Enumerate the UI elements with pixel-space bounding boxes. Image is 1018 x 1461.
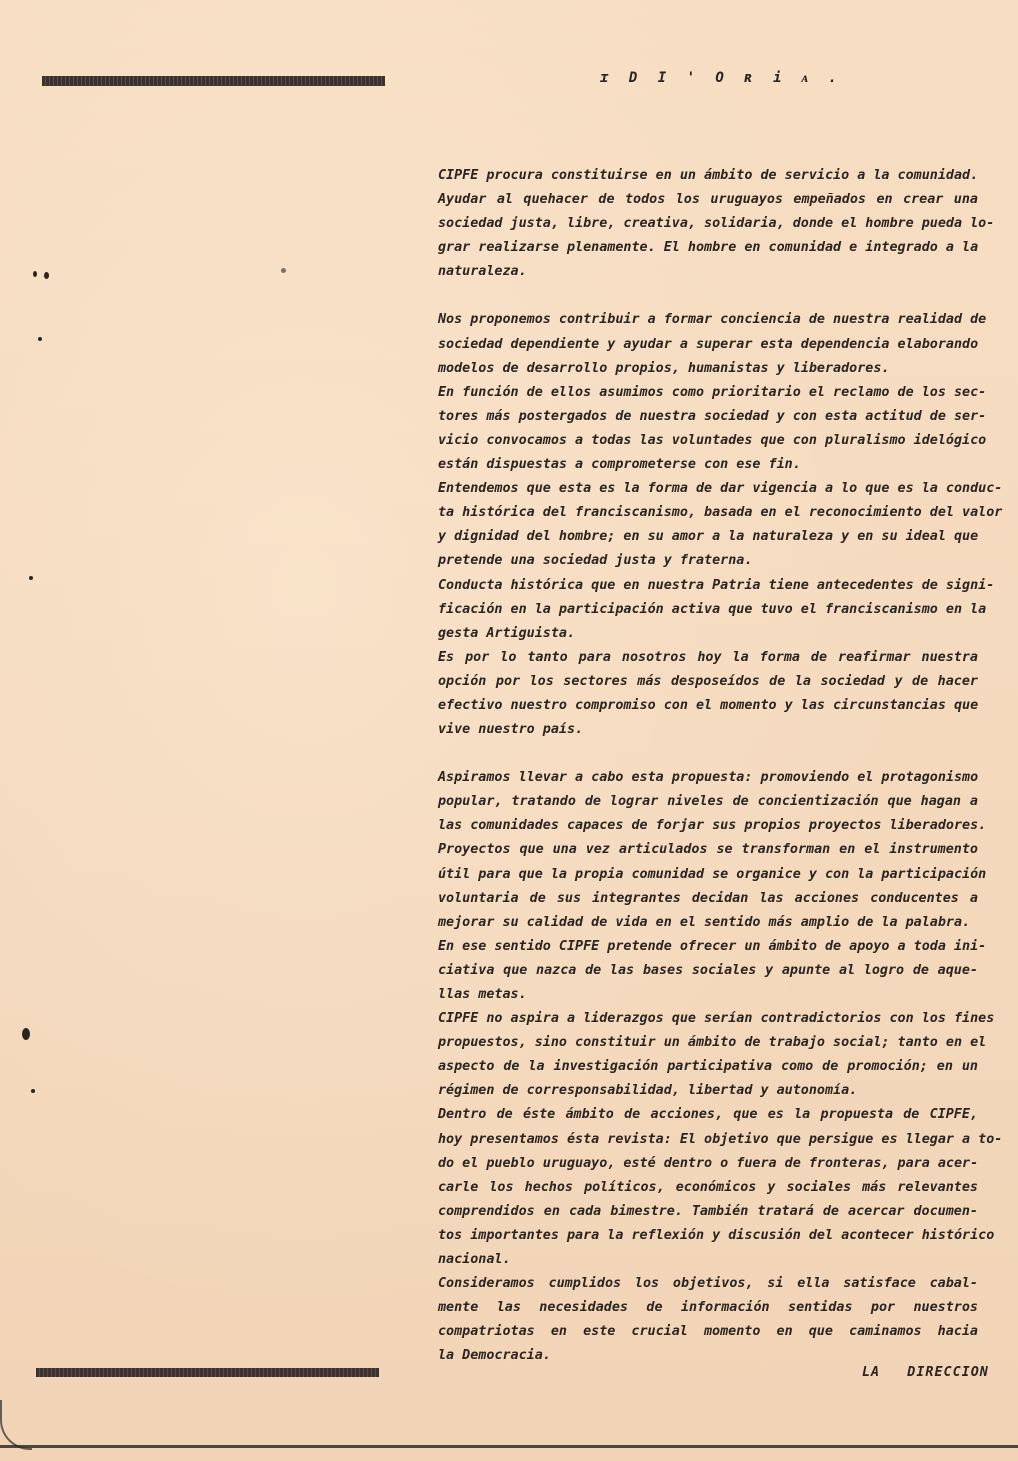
- text-line: CIPFE no aspira a liderazgos que serían contradictorios con los fines: [438, 1011, 995, 1027]
- paragraph: [438, 381, 987, 477]
- text-line: Aspiramos llevar a cabo esta propuesta: promoviendo el protagonismo: [438, 770, 979, 786]
- text-line: las comunidades capaces de forjar sus propios proyectos liberadores.: [438, 818, 987, 834]
- text-line: Dentro de éste ámbito de acciones, que es la propuesta de CIPFE,: [438, 1107, 978, 1123]
- text-line: tos importantes para la reflexión y discusión del acontecer histórico: [438, 1227, 995, 1243]
- page-bottom-edge: [0, 1445, 1018, 1448]
- header-rule: [42, 76, 385, 86]
- page-title: ɪ D I ' O ʀ i ᴀ .: [600, 70, 843, 86]
- text-line: modelos de desarrollo propios, humanistas y liberadores.: [438, 360, 890, 376]
- text-line: propuestos, sino constituir un ámbito de trabajo social; tanto en el: [438, 1035, 987, 1051]
- text-line: ta histórica del franciscanismo, basada en el reconocimiento del valor: [438, 505, 1003, 521]
- text-line: hoy presentamos ésta revista: El objetivo que persigue es llegar a to-: [438, 1131, 1003, 1147]
- paragraph: [438, 164, 995, 284]
- text-line: Nos proponemos contribuir a formar conciencia de nuestra realidad de: [438, 312, 987, 328]
- text-line: ciativa que nazca de las bases sociales y apunte al logro de aque-: [438, 962, 978, 978]
- ink-speck: [31, 1089, 35, 1093]
- paragraph: [438, 838, 987, 934]
- paragraph: [438, 766, 987, 838]
- text-line: Conducta histórica que en nuestra Patria tiene antecedentes de signi-: [438, 577, 995, 593]
- editorial-text: [438, 164, 1003, 1369]
- text-line: grar realizarse plenamente. El hombre en comunidad e integrado a la: [438, 240, 979, 256]
- text-line: efectivo nuestro compromiso con el momento y las circunstancias que: [438, 697, 979, 713]
- page-edge-curl: [0, 1400, 32, 1450]
- ink-speck: [22, 1028, 30, 1040]
- text-line: régimen de corresponsabilidad, libertad y autonomía.: [438, 1083, 858, 1099]
- text-line: Es por lo tanto para nosotros hoy la forma de reafirmar nuestra: [438, 649, 978, 665]
- text-line: En función de ellos asumimos como prioritario el reclamo de los sec-: [438, 384, 987, 400]
- text-line: Proyectos que una vez articulados se transforman en el instrumento: [438, 842, 978, 858]
- text-line: comprendidos en cada bimestre. También tratará de acercar documen-: [438, 1203, 978, 1219]
- ink-speck: [29, 576, 33, 580]
- signature: LA DIRECCION: [862, 1365, 989, 1380]
- ink-speck: [38, 337, 42, 341]
- paragraph: [438, 1007, 995, 1103]
- footer-rule: [36, 1368, 379, 1377]
- paragraph: [438, 1272, 978, 1368]
- text-line: Ayudar al quehacer de todos los uruguayos empeñados en crear una: [438, 192, 978, 208]
- text-line: y dignidad del hombre; en su amor a la naturaleza y en su ideal que: [438, 529, 979, 545]
- text-line: Entendemos que esta es la forma de dar vigencia a lo que es la conduc-: [438, 481, 1003, 497]
- paragraph: [438, 1103, 1003, 1272]
- ink-speck: [44, 272, 49, 279]
- paragraph: [438, 646, 978, 742]
- text-line: mejorar su calidad de vida en el sentido más amplio de la palabra.: [438, 914, 971, 930]
- text-line: opción por los sectores más desposeídos de la sociedad y de hacer: [438, 673, 978, 689]
- ink-speck: [33, 271, 37, 277]
- text-line: do el pueblo uruguayo, esté dentro o fuera de fronteras, para acer-: [438, 1155, 979, 1171]
- text-line: tores más postergados de nuestra sociedad y con esta actitud de ser-: [438, 408, 987, 424]
- text-line: aspecto de la investigación participativa como de promoción; en un: [438, 1059, 978, 1075]
- text-line: mente las necesidades de información sentidas por nuestros: [438, 1300, 978, 1316]
- paragraph: [438, 308, 987, 380]
- paragraph: [438, 477, 1003, 573]
- text-line: sociedad justa, libre, creativa, solidaria, donde el hombre pueda lo-: [438, 216, 995, 232]
- paragraph: [438, 574, 995, 646]
- text-line: útil para que la propia comunidad se organice y con la participación: [438, 866, 987, 882]
- text-line: compatriotas en este crucial momento en que caminamos hacia: [438, 1324, 978, 1340]
- text-line: CIPFE procura constituirse en un ámbito de servicio a la comunidad.: [438, 168, 979, 183]
- text-line: vive nuestro país.: [438, 722, 584, 738]
- paragraph: [438, 935, 987, 1007]
- text-line: carle los hechos políticos, económicos y sociales más relevantes: [438, 1179, 978, 1195]
- text-line: la Democracia.: [438, 1348, 551, 1364]
- text-line: sociedad dependiente y ayudar a superar esta dependencia elaborando: [438, 336, 979, 352]
- text-line: popular, tratando de lograr niveles de concientización que hagan a: [438, 794, 978, 810]
- text-line: nacional.: [438, 1252, 511, 1268]
- text-line: En ese sentido CIPFE pretende ofrecer un ámbito de apoyo a toda ini-: [438, 938, 987, 954]
- text-line: vicio convocamos a todas las voluntades que con pluralismo idelógico: [438, 432, 987, 448]
- text-line: voluntaria de sus integrantes decidan las acciones conducentes a: [438, 890, 978, 906]
- text-line: ficación en la participación activa que tuvo el franciscanismo en la: [438, 601, 987, 617]
- text-line: gesta Artiguista.: [438, 625, 576, 641]
- text-line: están dispuestas a comprometerse con ese fin.: [438, 457, 801, 473]
- text-line: llas metas.: [438, 987, 527, 1002]
- text-line: naturaleza.: [438, 264, 527, 280]
- text-line: pretende una sociedad justa y fraterna.: [438, 553, 753, 569]
- ink-speck: [281, 268, 286, 273]
- text-line: Consideramos cumplidos los objetivos, si ella satisface cabal-: [438, 1276, 978, 1292]
